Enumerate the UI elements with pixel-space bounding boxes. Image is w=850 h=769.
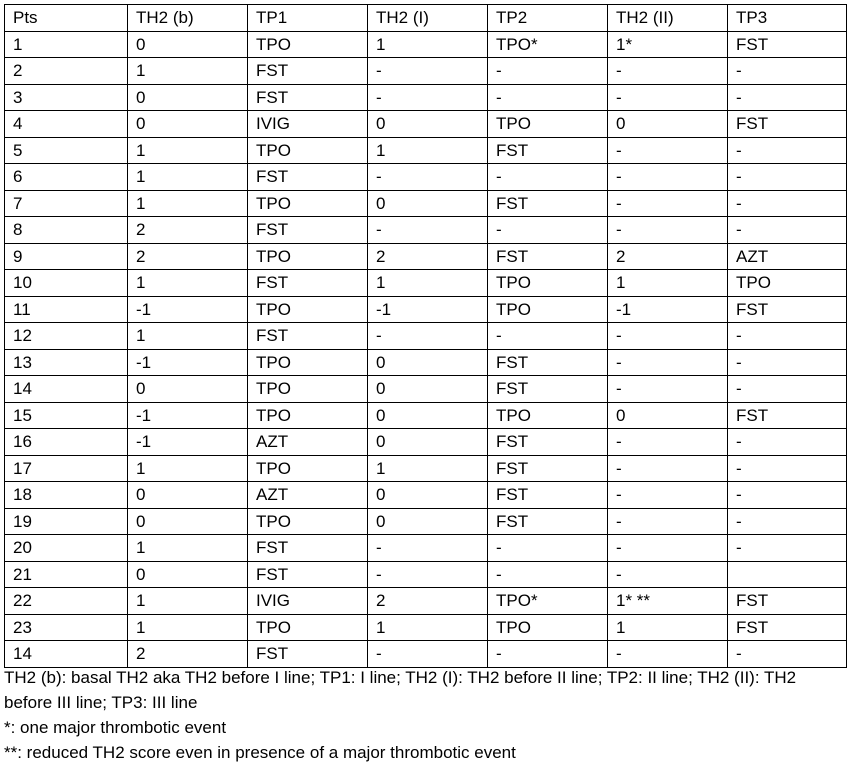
table-row xyxy=(5,323,847,350)
cell-th2-i: -1 xyxy=(368,296,488,323)
table-row xyxy=(5,429,847,456)
patient-treatment-table xyxy=(4,4,847,668)
table-body xyxy=(5,31,847,667)
cell-th2-ii: 0 xyxy=(608,402,728,429)
cell-tp3: - xyxy=(728,349,847,376)
table-row xyxy=(5,31,847,58)
table-row xyxy=(5,217,847,244)
cell-tp1: FST xyxy=(248,164,368,191)
header-th2-b: TH2 (b) xyxy=(128,5,248,32)
cell-tp2: FST xyxy=(488,243,608,270)
cell-th2-b: 0 xyxy=(128,84,248,111)
cell-th2-b: 1 xyxy=(128,137,248,164)
cell-th2-ii: - xyxy=(608,323,728,350)
cell-tp2: TPO xyxy=(488,270,608,297)
cell-th2-i: - xyxy=(368,641,488,668)
table-row xyxy=(5,641,847,668)
cell-th2-i: 1 xyxy=(368,614,488,641)
cell-th2-ii: 1 xyxy=(608,614,728,641)
cell-th2-ii: -1 xyxy=(608,296,728,323)
cell-tp1: TPO xyxy=(248,376,368,403)
cell-th2-b: 0 xyxy=(128,376,248,403)
cell-th2-b: 0 xyxy=(128,31,248,58)
cell-tp1: FST xyxy=(248,217,368,244)
cell-tp2: TPO xyxy=(488,402,608,429)
cell-th2-ii: - xyxy=(608,535,728,562)
cell-pts: 2 xyxy=(5,58,128,85)
cell-tp3: - xyxy=(728,190,847,217)
cell-th2-b: 1 xyxy=(128,270,248,297)
cell-tp3: - xyxy=(728,455,847,482)
table-row xyxy=(5,588,847,615)
cell-pts: 14 xyxy=(5,376,128,403)
cell-th2-i: 2 xyxy=(368,588,488,615)
table-header-row xyxy=(5,5,847,32)
cell-tp2: FST xyxy=(488,137,608,164)
table-row xyxy=(5,137,847,164)
table-row xyxy=(5,482,847,509)
cell-tp3: - xyxy=(728,429,847,456)
cell-th2-i: 1 xyxy=(368,455,488,482)
cell-th2-b: -1 xyxy=(128,296,248,323)
table-row xyxy=(5,535,847,562)
cell-th2-i: 1 xyxy=(368,270,488,297)
cell-tp3: - xyxy=(728,164,847,191)
cell-th2-ii: 0 xyxy=(608,111,728,138)
cell-th2-ii: - xyxy=(608,455,728,482)
cell-th2-b: 1 xyxy=(128,164,248,191)
cell-tp1: TPO xyxy=(248,614,368,641)
header-tp1: TP1 xyxy=(248,5,368,32)
cell-tp3: FST xyxy=(728,111,847,138)
cell-th2-i: 0 xyxy=(368,349,488,376)
table-row xyxy=(5,561,847,588)
header-th2-ii: TH2 (II) xyxy=(608,5,728,32)
cell-tp2: FST xyxy=(488,455,608,482)
cell-th2-i: 0 xyxy=(368,482,488,509)
legend-note: TH2 (b): basal TH2 aka TH2 before I line; TP1: I line; TH2 (I): TH2 before II line; TP2: II line; TH2 (II): TH2 before III line; TP3: III line xyxy=(4,668,797,712)
cell-th2-i: 1 xyxy=(368,137,488,164)
cell-tp1: TPO xyxy=(248,296,368,323)
cell-th2-b: 0 xyxy=(128,508,248,535)
cell-th2-b: -1 xyxy=(128,349,248,376)
cell-tp1: TPO xyxy=(248,137,368,164)
table-row xyxy=(5,349,847,376)
cell-th2-i: - xyxy=(368,323,488,350)
cell-th2-ii: - xyxy=(608,84,728,111)
cell-pts: 11 xyxy=(5,296,128,323)
cell-tp1: TPO xyxy=(248,31,368,58)
cell-th2-ii: - xyxy=(608,190,728,217)
cell-pts: 5 xyxy=(5,137,128,164)
cell-tp1: TPO xyxy=(248,349,368,376)
cell-th2-ii: 1 xyxy=(608,270,728,297)
cell-tp1: FST xyxy=(248,270,368,297)
cell-th2-b: 0 xyxy=(128,111,248,138)
cell-tp2: FST xyxy=(488,429,608,456)
cell-tp1: FST xyxy=(248,561,368,588)
cell-th2-ii: - xyxy=(608,429,728,456)
cell-tp2: TPO xyxy=(488,296,608,323)
cell-th2-b: -1 xyxy=(128,402,248,429)
cell-tp2: - xyxy=(488,164,608,191)
cell-tp3: - xyxy=(728,58,847,85)
cell-pts: 7 xyxy=(5,190,128,217)
cell-pts: 20 xyxy=(5,535,128,562)
cell-tp2: - xyxy=(488,561,608,588)
cell-th2-b: 1 xyxy=(128,323,248,350)
cell-tp3: FST xyxy=(728,614,847,641)
cell-th2-i: 0 xyxy=(368,402,488,429)
cell-tp1: TPO xyxy=(248,243,368,270)
cell-th2-ii: - xyxy=(608,58,728,85)
cell-tp2: TPO xyxy=(488,111,608,138)
cell-th2-i: 2 xyxy=(368,243,488,270)
cell-th2-b: 0 xyxy=(128,482,248,509)
cell-th2-b: 1 xyxy=(128,588,248,615)
cell-pts: 1 xyxy=(5,31,128,58)
table-row xyxy=(5,614,847,641)
cell-th2-b: 1 xyxy=(128,58,248,85)
table-footnotes xyxy=(4,665,844,765)
cell-tp1: AZT xyxy=(248,482,368,509)
cell-pts: 9 xyxy=(5,243,128,270)
header-pts: Pts xyxy=(5,5,128,32)
cell-th2-i: - xyxy=(368,164,488,191)
cell-tp3: - xyxy=(728,508,847,535)
cell-th2-b: 0 xyxy=(128,561,248,588)
cell-th2-ii: 1* ** xyxy=(608,588,728,615)
cell-th2-ii: - xyxy=(608,561,728,588)
cell-tp2: FST xyxy=(488,508,608,535)
cell-pts: 16 xyxy=(5,429,128,456)
cell-pts: 22 xyxy=(5,588,128,615)
cell-th2-ii: - xyxy=(608,376,728,403)
cell-tp1: FST xyxy=(248,535,368,562)
cell-tp2: FST xyxy=(488,190,608,217)
cell-tp1: FST xyxy=(248,84,368,111)
cell-pts: 15 xyxy=(5,402,128,429)
cell-tp1: TPO xyxy=(248,455,368,482)
table-row xyxy=(5,508,847,535)
cell-tp2: - xyxy=(488,58,608,85)
cell-pts: 8 xyxy=(5,217,128,244)
table-row xyxy=(5,111,847,138)
cell-tp1: TPO xyxy=(248,508,368,535)
cell-tp3: FST xyxy=(728,588,847,615)
table-row xyxy=(5,84,847,111)
cell-th2-i: 1 xyxy=(368,31,488,58)
cell-tp1: AZT xyxy=(248,429,368,456)
cell-pts: 13 xyxy=(5,349,128,376)
cell-th2-b: 1 xyxy=(128,614,248,641)
cell-tp3: FST xyxy=(728,31,847,58)
cell-tp3: - xyxy=(728,137,847,164)
cell-th2-i: - xyxy=(368,58,488,85)
header-tp3: TP3 xyxy=(728,5,847,32)
header-tp2: TP2 xyxy=(488,5,608,32)
table-row xyxy=(5,164,847,191)
table-row xyxy=(5,190,847,217)
cell-tp1: FST xyxy=(248,58,368,85)
cell-tp3: TPO xyxy=(728,270,847,297)
cell-tp2: FST xyxy=(488,349,608,376)
cell-th2-b: 1 xyxy=(128,190,248,217)
table-row xyxy=(5,376,847,403)
cell-tp3: FST xyxy=(728,402,847,429)
cell-tp2: - xyxy=(488,323,608,350)
cell-pts: 19 xyxy=(5,508,128,535)
cell-th2-i: - xyxy=(368,535,488,562)
cell-tp3 xyxy=(728,561,847,588)
cell-th2-b: 2 xyxy=(128,243,248,270)
cell-pts: 3 xyxy=(5,84,128,111)
cell-pts: 6 xyxy=(5,164,128,191)
cell-tp1: FST xyxy=(248,641,368,668)
cell-th2-ii: - xyxy=(608,164,728,191)
table-row xyxy=(5,270,847,297)
cell-th2-b: 2 xyxy=(128,217,248,244)
cell-tp3: - xyxy=(728,535,847,562)
cell-pts: 10 xyxy=(5,270,128,297)
cell-tp3: - xyxy=(728,84,847,111)
cell-tp1: TPO xyxy=(248,190,368,217)
cell-th2-i: 0 xyxy=(368,429,488,456)
cell-tp2: - xyxy=(488,217,608,244)
cell-th2-i: - xyxy=(368,84,488,111)
table-row xyxy=(5,58,847,85)
cell-pts: 12 xyxy=(5,323,128,350)
cell-th2-ii: - xyxy=(608,508,728,535)
cell-pts: 21 xyxy=(5,561,128,588)
cell-tp1: TPO xyxy=(248,402,368,429)
header-th2-i: TH2 (I) xyxy=(368,5,488,32)
cell-th2-ii: - xyxy=(608,217,728,244)
cell-th2-i: 0 xyxy=(368,111,488,138)
table-row xyxy=(5,455,847,482)
cell-tp2: FST xyxy=(488,376,608,403)
cell-tp3: AZT xyxy=(728,243,847,270)
single-asterisk-note: *: one major thrombotic event xyxy=(4,718,227,737)
cell-tp2: - xyxy=(488,535,608,562)
cell-tp2: - xyxy=(488,84,608,111)
cell-tp2: FST xyxy=(488,482,608,509)
table-row xyxy=(5,402,847,429)
cell-th2-i: - xyxy=(368,217,488,244)
cell-tp2: TPO* xyxy=(488,588,608,615)
cell-th2-b: -1 xyxy=(128,429,248,456)
cell-pts: 14 xyxy=(5,641,128,668)
cell-tp3: - xyxy=(728,217,847,244)
cell-th2-ii: - xyxy=(608,641,728,668)
cell-tp3: - xyxy=(728,323,847,350)
table-row xyxy=(5,296,847,323)
double-asterisk-note: **: reduced TH2 score even in presence of a major thrombotic event xyxy=(4,743,516,762)
cell-tp2: TPO* xyxy=(488,31,608,58)
cell-pts: 18 xyxy=(5,482,128,509)
cell-tp2: - xyxy=(488,641,608,668)
cell-th2-b: 1 xyxy=(128,535,248,562)
cell-pts: 17 xyxy=(5,455,128,482)
cell-th2-ii: 2 xyxy=(608,243,728,270)
cell-th2-i: 0 xyxy=(368,376,488,403)
cell-tp2: TPO xyxy=(488,614,608,641)
cell-tp1: IVIG xyxy=(248,111,368,138)
cell-tp1: FST xyxy=(248,323,368,350)
cell-th2-i: 0 xyxy=(368,508,488,535)
cell-tp3: - xyxy=(728,482,847,509)
cell-tp1: IVIG xyxy=(248,588,368,615)
cell-th2-ii: - xyxy=(608,482,728,509)
cell-pts: 23 xyxy=(5,614,128,641)
cell-th2-ii: - xyxy=(608,349,728,376)
cell-th2-b: 2 xyxy=(128,641,248,668)
cell-th2-i: - xyxy=(368,561,488,588)
cell-th2-ii: 1* xyxy=(608,31,728,58)
cell-th2-b: 1 xyxy=(128,455,248,482)
cell-th2-ii: - xyxy=(608,137,728,164)
cell-tp3: - xyxy=(728,376,847,403)
cell-tp3: FST xyxy=(728,296,847,323)
table-row xyxy=(5,243,847,270)
cell-tp3: - xyxy=(728,641,847,668)
cell-th2-i: 0 xyxy=(368,190,488,217)
cell-pts: 4 xyxy=(5,111,128,138)
